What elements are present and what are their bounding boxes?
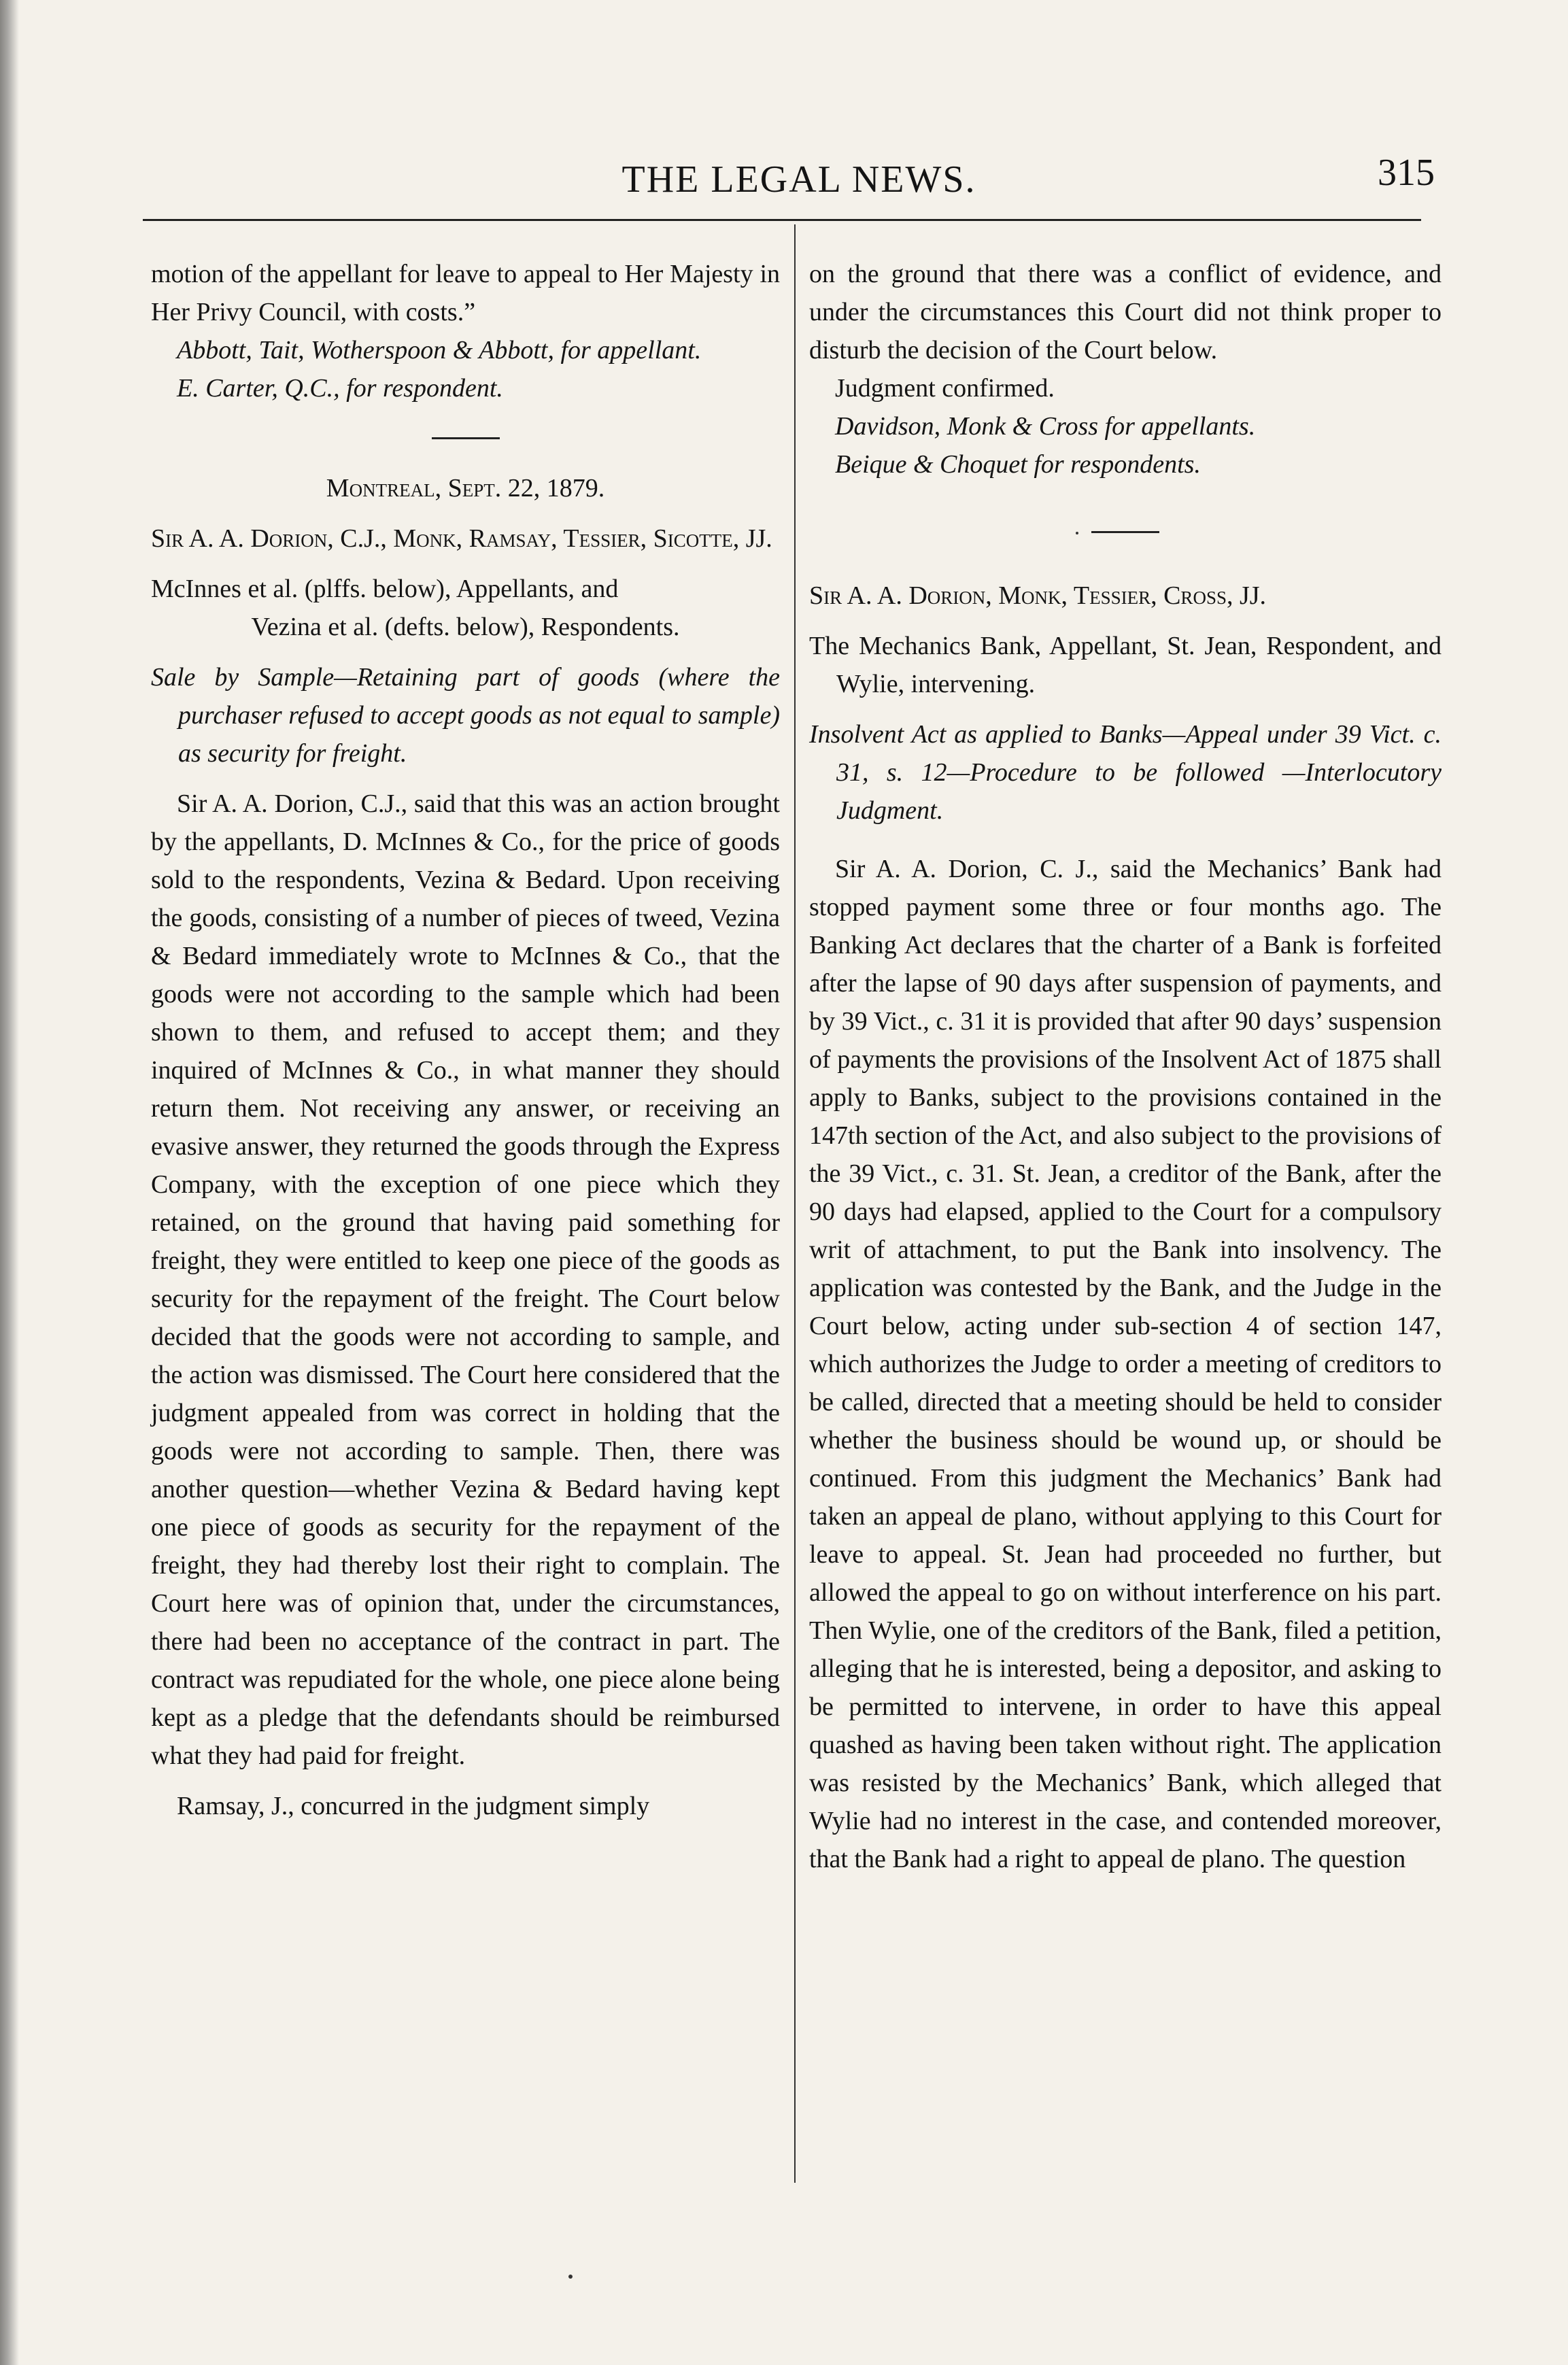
section-dash [432,437,500,439]
case-headnote-2: Insolvent Act as applied to Banks—Appeal under 39 Vict. c. 31, s. 12—Procedure to be followed —Interlocutory Judgment. [809,720,1442,825]
case-bench: Sir A. A. Dorion, C.J., Monk, Ramsay, Tessier, Sicotte, JJ. [151,524,772,553]
journal-title: THE LEGAL NEWS. [621,158,976,201]
case-bench-2: Sir A. A. Dorion, Monk, Tessier, Cross, JJ. [809,581,1267,610]
page-edge-shadow [0,0,19,2365]
ramsay-concurrence: Ramsay, J., concurred in the judgment simply [177,1792,650,1820]
ink-speck [1076,532,1078,534]
judgment-result: Judgment confirmed. [835,374,1055,403]
counsel-appellants: Davidson, Monk & Cross for appellants. [835,412,1256,441]
counsel-appellant: Abbott, Tait, Wotherspoon & Abbott, for appellant. [177,336,702,364]
page-header [170,152,1435,205]
left-column [151,255,780,1825]
left-opening-paragraph: motion of the appellant for leave to appeal to Her Majesty in Her Privy Council, with costs.” [151,260,780,326]
case-parties-2: Vezina et al. (defts. below), Respondents. [251,613,680,641]
page-number: 315 [1378,152,1435,194]
counsel-respondent: E. Carter, Q.C., for respondent. [177,374,503,403]
case-opinion: Sir A. A. Dorion, C.J., said that this was an action brought by the appellants, D. McInnes & Co., for the price of goods sold to the respondents, Vezina & Bedard. Upon receiving the goods, consisting of a number of pieces of tweed, Vezina & Bedard immediately wrote to McInnes & Co., that the goods were not according to the sample which had been shown to them, and refused to accept them; and they inquired of McInnes & Co., in what manner they should return them. Not receiving any answer, or receiving an evasive answer, they returned the goods through the Express Company, with the exception of one piece which they retained, on the ground that having paid something for freight, they were entitled to keep one piece of the goods as security for the repayment of the freight. The Court below decided that the goods were not according to sample, and the action was dismissed. The Court here considered that the judgment appealed from was correct in holding that the goods were not according to sample. Then, there was another question—whether Vezina & Bedard having kept one piece of goods as security for the repayment of the freight, they had thereby lost their right to complain. The Court here was of opinion that, under the circumstances, there had been no acceptance of the contract in part. The contract was repudiated for the whole, one piece alone being kept as a pledge that the defendants should be reimbursed what they had paid for freight. [151,789,780,1770]
case-parties-2b: The Mechanics Bank, Appellant, St. Jean, Respondent, and Wylie, intervening. [809,632,1442,698]
case-parties-1: McInnes et al. (plffs. below), Appellants, and [151,575,619,603]
column-divider [794,224,796,2183]
ink-speck [568,2275,573,2279]
right-opening-paragraph: on the ground that there was a conflict of evidence, and under the circumstances this Court did not think proper to disturb the decision of the Court below. [809,260,1442,364]
section-dash [1091,531,1159,533]
counsel-respondents: Beique & Choquet for respondents. [835,450,1201,479]
header-rule [143,219,1421,221]
case-opinion-2: Sir A. A. Dorion, C. J., said the Mechanics’ Bank had stopped payment some three or four months ago. The Banking Act declares that the charter of a Bank is forfeited after the lapse of 90 days after suspension of payments, and by 39 Vict., c. 31 it is provided that after 90 days’ suspension of payments the provisions of the Insolvent Act of 1875 shall apply to Banks, subject to the provisions contained in the 147th section of the Act, and also subject to the provisions of the 39 Vict., c. 31. St. Jean, a creditor of the Bank, after the 90 days had elapsed, applied to the Court for a compulsory writ of attachment, to put the Bank into insolvency. The application was contested by the Bank, and the Judge in the Court below, acting under sub-section 4 of section 147, which authorizes the Judge to order a meeting of creditors to be called, directed that a meeting should be held to consider whether the business should be wound up, or should be continued. From this judgment the Mechanics’ Bank had taken an appeal de plano, without applying to this Court for leave to appeal. St. Jean had proceeded no further, but allowed the appeal to go on without interference on his part. Then Wylie, one of the creditors of the Bank, filed a petition, alleging that he is interested, being a depositor, and asking to be permitted to intervene, in order to have this appeal quashed as having been taken without right. The application was resisted by the Mechanics’ Bank, which alleged that Wylie had no interest in the case, and contended moreover, that the Bank had a right to appeal de plano. The question [809,855,1442,1873]
right-column [809,255,1442,1878]
case-dateline: Montreal, Sept. 22, 1879. [326,474,605,503]
case-headnote: Sale by Sample—Retaining part of goods (where the purchaser refused to accept goods as not equal to sample) as security for freight. [151,663,780,768]
